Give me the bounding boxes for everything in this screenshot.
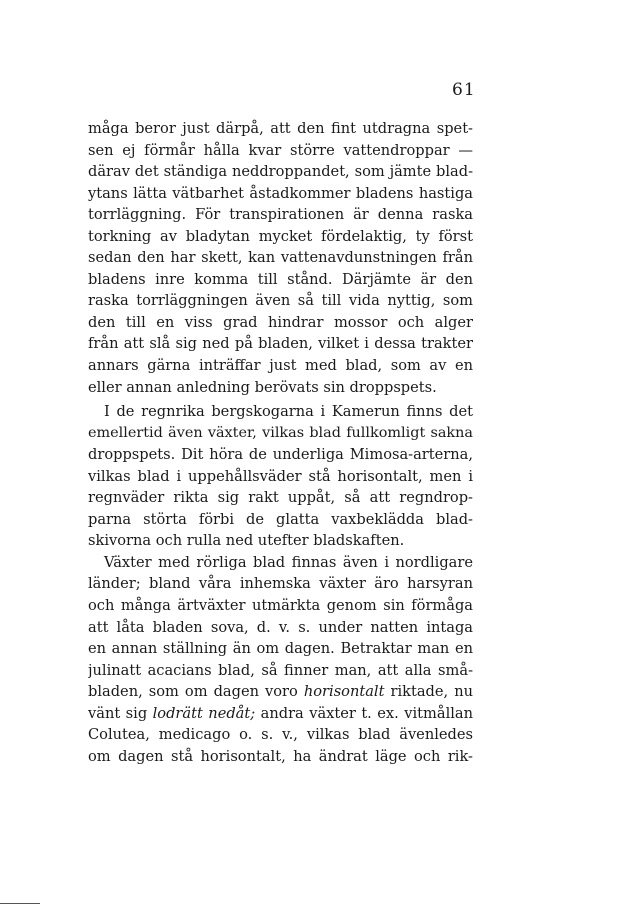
text-line: bladens inre komma till stånd. Därjämte är den [88,270,473,288]
text-line: raska torrläggningen även så till vida nyttig, som [88,292,473,310]
text-segment: andra växter t. ex. vitmållan [255,704,473,722]
italic-term: horisontalt [303,683,385,701]
text-line: att låta bladen sova, d. v. s. under natten intaga [88,618,473,636]
text-line: annars gärna inträffar just med blad, som av en [88,357,473,375]
text-line: eller annan anledning berövats sin droppspets. [88,378,437,396]
text-line: regnväder rikta sig rakt uppåt, så att regndrop- [88,489,473,507]
text-line-with-italic [88,681,473,703]
text-line: droppspets. Dit höra de underliga Mimosa-arterna, [88,446,473,464]
text-line: Colutea, medicago o. s. v., vilkas blad ävenledes [88,726,473,744]
text-line: skivorna och rulla ned utefter bladskaften. [88,532,405,550]
text-line: från att slå sig ned på bladen, vilket i dessa trakter [88,335,473,353]
italic-term: lodrätt nedåt; [152,704,256,722]
text-segment: bladen, som om dagen voro [88,683,304,701]
text-line: den till en viss grad hindrar mossor och alger [88,313,473,331]
page-edge-rule [0,903,40,904]
text-line: och många ärtväxter utmärkta genom sin förmåga [88,597,473,615]
page-number: 61 [452,80,476,100]
text-line-with-italic [88,703,473,725]
text-line: en annan ställning än om dagen. Betraktar man en [88,640,473,658]
text-line: vilkas blad i uppehållsväder stå horisontalt, men i [88,467,473,485]
text-line: emellertid även växter, vilkas blad fullkomligt sakna [88,424,473,441]
text-line: torkning av bladytan mycket fördelaktig, ty först [88,227,473,245]
text-line: torrläggning. För transpirationen är denna raska [88,206,473,224]
text-line: sedan den har skett, kan vattenavdunstningen från [88,249,473,267]
text-line: därav det ständiga neddroppandet, som jämte blad- [88,163,473,181]
text-segment: vänt sig [88,704,153,722]
text-line: om dagen stå horisontalt, ha ändrat läge och rik- [88,747,473,765]
text-line: måga beror just därpå, att den fint utdragna spet- [88,120,473,137]
text-line: sen ej förmår hålla kvar större vattendroppar — [88,141,473,159]
text-line: länder; bland våra inhemska växter äro harsyran [88,575,473,593]
paragraph-start-line: I de regnrika bergskogarna i Kamerun finns det [104,403,473,421]
paragraph-start-line: Växter med rörliga blad finnas även i nordligare [104,553,473,571]
text-segment: riktade, nu [384,683,473,701]
text-line: parna störta förbi de glatta vaxbeklädda blad- [88,510,473,528]
body-text [88,118,473,767]
text-line: julinatt acacians blad, så finner man, att alla små- [88,661,473,679]
text-line: ytans lätta vätbarhet åstadkommer bladens hastiga [88,184,473,202]
